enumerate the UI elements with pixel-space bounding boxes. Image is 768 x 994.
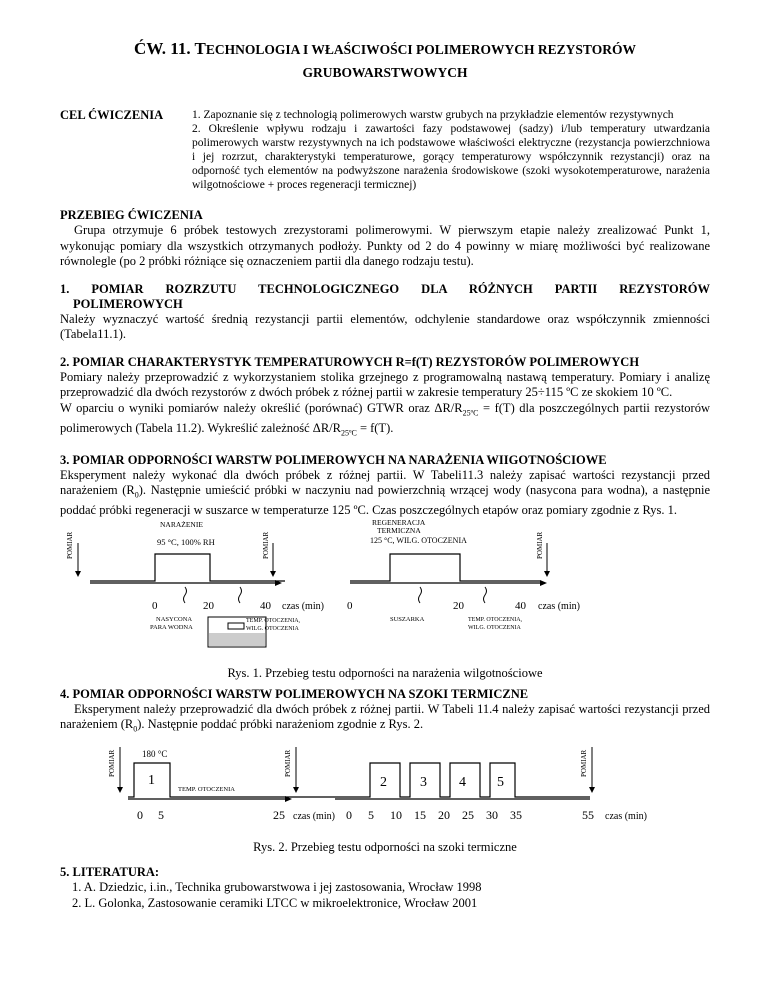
fig2-pomiar-2: POMIAR	[284, 749, 292, 777]
fig2-pomiar-3: POMIAR	[580, 749, 588, 777]
fig2-t10: 10	[390, 808, 402, 822]
reference-item: 2. L. Golonka, Zastosowanie ceramiki LTCC w mikroelektronice, Wrocław 2001	[72, 895, 478, 910]
section-1-heading-cont: POLIMEROWYCH	[73, 296, 183, 311]
fig2-t20: 20	[438, 808, 450, 822]
fig1-temp1-b: TEMP. OTOCZENIA,	[468, 616, 523, 623]
fig1-temp2-a: WILG. OTOCZENIA	[246, 625, 299, 632]
fig2-t5-a: 5	[158, 808, 164, 822]
fig2-t30: 30	[486, 808, 498, 822]
section-3-heading: 3. POMIAR ODPORNOŚCI WARSTW POLIMEROWYCH NA NARAŻENIA WIIGOTNOŚCIOWE	[60, 452, 607, 467]
fig2-block-2: 2	[380, 775, 387, 790]
fig2-temp-oto: TEMP. OTOCZENIA	[178, 786, 235, 793]
fig2-t0-a: 0	[137, 808, 143, 822]
fig1-cond2: 125 °C, WILG. OTOCZENIA	[370, 535, 467, 545]
fig1-regen-2: TERMICZNA	[377, 525, 421, 535]
reference-item: 1. A. Dziedzic, i.in., Technika grubowarstwowa i jej zastosowania, Wrocław 1998	[72, 880, 482, 894]
fig1-t0-a: 0	[152, 599, 158, 612]
fig2-czas-b: czas (min)	[605, 811, 647, 822]
cel-section	[60, 108, 710, 192]
s3-sub: 0	[134, 490, 139, 500]
cel-label: CEL ĆWICZENIA	[60, 108, 164, 122]
fig1-t20-a: 20	[203, 599, 214, 612]
section-1-heading: 1. POMIAR ROZRZUTU TECHNOLOGICZNEGO DLA RÓŻNYCH PARTII REZYSTORÓW	[60, 281, 710, 296]
fig2-t0-b: 0	[346, 808, 352, 822]
fig1-right	[347, 519, 580, 631]
literatura-heading: 5. LITERATURA:	[60, 865, 160, 879]
section-4-heading: 4. POMIAR ODPORNOŚCI WARSTW POLIMEROWYCH NA SZOKI TERMICZNE	[60, 686, 529, 701]
fig1-break-2	[239, 587, 242, 603]
fig1-t20-b: 20	[453, 599, 464, 612]
fig2-t55: 55	[582, 808, 594, 822]
s4-text-a: Eksperyment należy przeprowadzić dla dwóch próbek z różnej partii. W Tabeli 11.4 należy zapisać wartości rezystancji przed narażeniem (R	[60, 701, 710, 731]
fig1-cond1: 95 °C, 100% RH	[157, 536, 215, 547]
fig2-t5: 5	[368, 808, 374, 822]
fig1-czas-a: czas (min)	[282, 600, 324, 612]
s4-sub: 0	[133, 724, 138, 734]
fig1-profile-1	[90, 554, 285, 581]
figure-1-diagram	[60, 519, 710, 651]
fig1-pomiar-left: POMIAR	[66, 531, 74, 559]
figure-1-caption: Rys. 1. Przebieg testu odporności na narażenia wilgotnościowe	[227, 665, 543, 680]
fig1-break-1	[184, 587, 187, 603]
fig1-break-4	[484, 587, 487, 603]
document-title	[60, 38, 710, 84]
section-2-heading: 2. POMIAR CHARAKTERYSTYK TEMPERATUROWYCH R=f(T) REZYSTORÓW POLIMEROWYCH	[60, 354, 640, 369]
fig2-block-1: 1	[148, 773, 155, 788]
s2-sub-2: 25ºC	[340, 428, 357, 437]
title-line2: GRUBOWARSTWOWYCH	[302, 65, 468, 80]
s4-text-b: ). Następnie poddać próbki narażeniom zgodnie z Rys. 2.	[137, 717, 424, 731]
przebieg-section	[60, 208, 710, 270]
s3-text-b: ). Następnie umieścić próbki w naczyniu nad powierzchnią wrzącej wody (nasycona para wodna), a następnie poddać próbki regeneracji w suszarce w temperaturze 125 ºC. Czas poszczególnych etapów oraz pomiary zgodnie z Rys. 1.	[60, 483, 710, 517]
section-2-text-1: Pomiary należy przeprowadzić z wykorzystaniem stolika grzejnego z programowalną nastawą temperatury. Pomiary i analizę przeprowadzić dla dwóch rezystorów z dwóch próbek z różnej partii w zakresie temperatury 25÷115 ºC ze skokiem 10 ºC.	[60, 369, 710, 399]
title-line1	[134, 39, 636, 58]
fig1-temp1-a: TEMP. OTOCZENIA,	[246, 617, 301, 624]
fig1-sample	[228, 623, 244, 629]
fig1-suszarka: SUSZARKA	[390, 615, 425, 623]
figure-2	[60, 745, 710, 855]
s2-text-b: = f(T) dla poszczególnych partii rezystorów polimerowych (Tabela 11.2). Wykreślić zależność ΔR/R	[60, 400, 710, 435]
fig1-regen-1: REGENERACJA	[372, 518, 426, 527]
fig1-profile-2	[350, 554, 540, 581]
figure-1	[60, 519, 710, 681]
section-1	[60, 282, 710, 343]
section-3-text	[60, 468, 710, 519]
fig1-nasycona-1: NASYCONA	[156, 615, 193, 623]
s2-text-c: = f(T).	[356, 420, 394, 435]
arrow-head-3	[544, 571, 550, 577]
fig2-czas-a: czas (min)	[293, 811, 335, 822]
przebieg-heading: PRZEBIEG ĆWICZENIA	[60, 208, 203, 222]
fig1-czas-b: czas (min)	[538, 600, 580, 612]
fig2-arrow-head-3	[589, 787, 595, 793]
fig1-t40-b: 40	[515, 599, 526, 612]
fig2-pomiar-1: POMIAR	[108, 749, 116, 777]
fig2-arrow-head-1	[117, 787, 123, 793]
fig1-pomiar-mid: POMIAR	[262, 531, 270, 559]
fig2-arrow-head-2	[293, 787, 299, 793]
figure-2-diagram	[60, 745, 710, 827]
fig1-temp2-b: WILG. OTOCZENIA	[468, 624, 521, 631]
fig2-block-4: 4	[459, 775, 466, 790]
fig1-nasycona-2: PARA WODNA	[150, 623, 193, 631]
fig1-pomiar-right: POMIAR	[536, 531, 544, 559]
fig1-axis-arrow-2	[540, 580, 547, 586]
reference-list	[60, 880, 710, 911]
fig2-block-5: 5	[497, 775, 504, 790]
fig1-t0-b: 0	[347, 599, 353, 612]
fig2-t25-a: 25	[273, 808, 285, 822]
cel-body	[192, 108, 710, 192]
s2-text-a: W oparciu o wyniki pomiarów należy określić (porównać) GTWR oraz ΔR/R	[60, 400, 463, 415]
fig2-t15: 15	[414, 808, 426, 822]
section-4	[60, 687, 710, 738]
fig2-t25-b: 25	[462, 808, 474, 822]
arrow-head-1	[75, 571, 81, 577]
s2-sub: 25ºC	[462, 408, 479, 417]
fig1-water	[209, 633, 265, 646]
title-prefix: ĆW. 11. T	[134, 39, 206, 58]
section-3	[60, 453, 710, 519]
s3-text-a: Eksperyment należy wykonać dla dwóch próbek z różnej partii. W Tabeli11.3 należy zapisać wartości rezystancji przed narażeniem (R	[60, 467, 710, 497]
arrow-head-2	[270, 571, 276, 577]
literatura-section	[60, 865, 710, 911]
section-1-text: Należy wyznaczyć wartość średnią rezystancji partii elementów, odchylenie standardowe oraz współczynnik zmienności (Tabela11.1).	[60, 311, 710, 341]
fig2-t35: 35	[510, 808, 522, 822]
fig1-break-3	[419, 587, 422, 603]
document-page	[60, 38, 710, 911]
section-4-text	[60, 702, 710, 738]
przebieg-text: Grupa otrzymuje 6 próbek testowych zrezystorami polimerowymi. W pierwszym etapie należy zrealizować Punkt 1, wykonując pomiary dla wszystkich otrzymanych podłoży. Punkty od 2 do 4 powinny w miarę możliwości być realizowane równolegle (po 2 próbki różniące się oznaczeniem partii dla danego rodzaju testu).	[60, 223, 710, 268]
fig1-left	[66, 520, 324, 647]
fig2-block-3: 3	[420, 775, 427, 790]
cel-item-1: 1. Zapoznanie się z technologią polimerowych warstw grubych na przykładzie elementów rezystywnych	[192, 109, 674, 121]
title-rest: ECHNOLOGIA I WŁAŚCIWOŚCI POLIMEROWYCH REZYSTORÓW	[205, 42, 636, 57]
section-2-text-2	[60, 401, 710, 441]
fig2-temp180: 180 °C	[142, 749, 168, 759]
cel-item-2: 2. Określenie wpływu rodzaju i zawartości fazy podstawowej (sadzy) i/lub temperatury utwardzania polimerowych warstw rezystywnych na ich podstawowe właściwości elektryczne (rezystancja powierzchniowa i jej rozrzut, charakterystyki temperaturowe, gorący temperaturowy współczynnik rezystancji) oraz na odporność tych elementów na podwyższone narażenia środowiskowe (szoki wysokotemperaturowe, narażenia wilgotnościowe + proces regeneracji termicznej)	[192, 123, 710, 191]
fig1-t40-a: 40	[260, 599, 271, 612]
figure-2-caption: Rys. 2. Przebieg testu odporności na szoki termiczne	[253, 840, 517, 854]
section-2	[60, 355, 710, 441]
fig1-narazenie: NARAŻENIE	[160, 519, 203, 529]
